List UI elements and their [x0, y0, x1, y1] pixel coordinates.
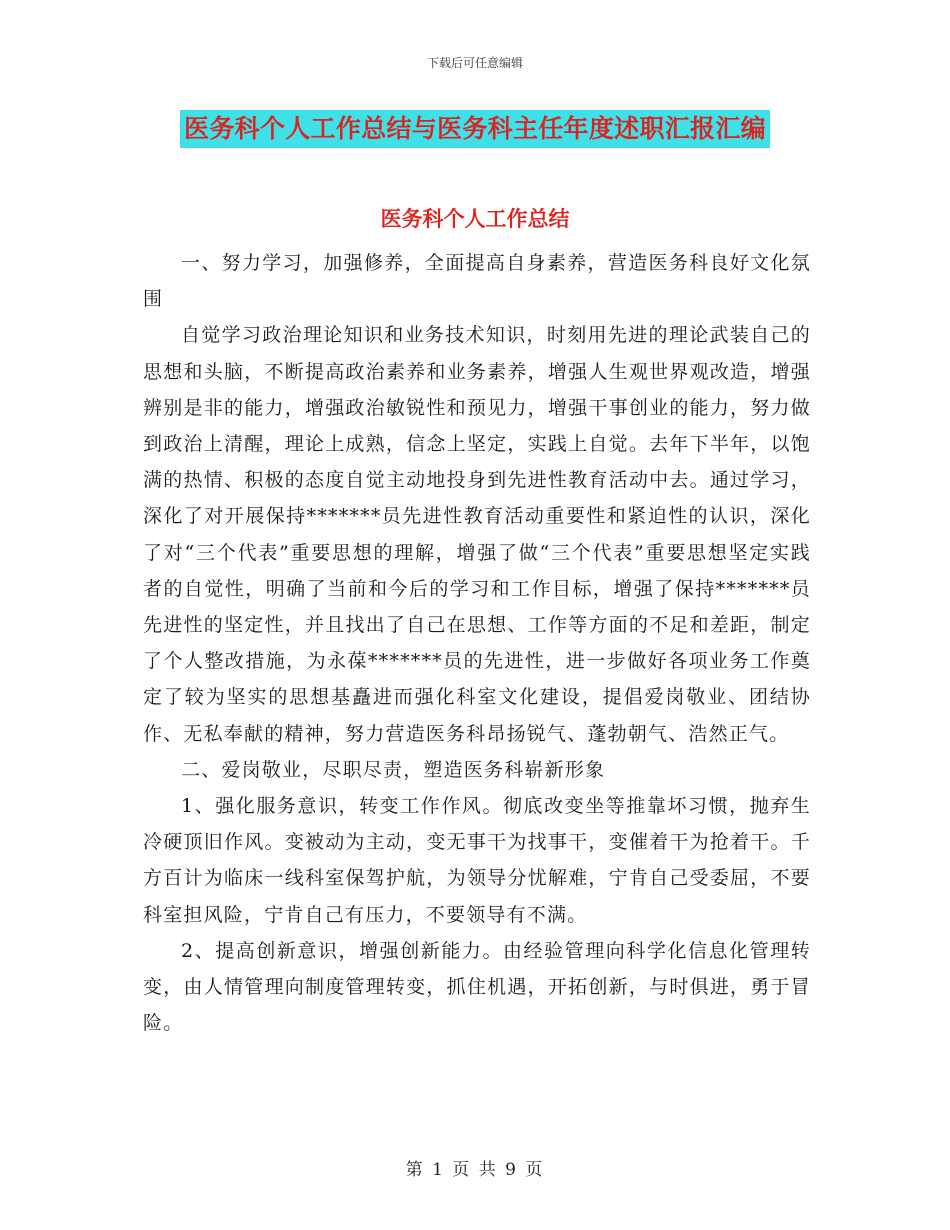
heading-paragraph-2: 二、爱岗敬业，尽职尽责，塑造医务科崭新形象 [181, 758, 606, 781]
document-body [143, 245, 811, 1041]
heading-paragraph-1: 一、努力学习，加强修养，全面提高自身素养，营造医务科良好文化氛围 [143, 252, 811, 311]
section-title: 医务科个人工作总结 [380, 206, 570, 231]
document-title-container [0, 110, 950, 148]
body-paragraph-3: 2、提高创新意识，增强创新能力。由经验管理向科学化信息化管理转变，由人情管理向制度管理转变，抓住机遇，开拓创新，与时俱进，勇于冒险。 [143, 939, 811, 1035]
document-title: 医务科个人工作总结与医务科主任年度述职汇报汇编 [180, 110, 770, 148]
header-note: 下载后可任意编辑 [426, 56, 523, 70]
page-number-footer: 第 1 页 共 9 页 [405, 1160, 545, 1180]
body-paragraph-1: 自觉学习政治理论知识和业务技术知识，时刻用先进的理论武装自己的思想和头脑，不断提高政治素养和业务素养，增强人生观世界观改造，增强辨别是非的能力，增强政治敏锐性和预见力，增强干事创业的能力，努力做到政治上清醒，理论上成熟，信念上坚定，实践上自觉。去年下半年，以饱满的热情、积极的态度自觉主动地投身到先进性教育活动中去。通过学习，深化了对开展保持*******员先进性教育活动重要性和紧迫性的认识，深化了对“三个代表”重要思想的理解，增强了做“三个代表”重要思想坚定实践者的自觉性，明确了当前和今后的学习和工作目标，增强了保持*******员先进性的坚定性，并且找出了自己在思想、工作等方面的不足和差距，制定了个人整改措施，为永葆*******员的先进性，进一步做好各项业务工作奠定了较为坚实的思想基矗进而强化科室文化建设，提倡爱岗敬业、团结协作、无私奉献的精神，努力营造医务科昂扬锐气、蓬勃朝气、浩然正气。 [143, 324, 811, 745]
body-paragraph-2: 1、强化服务意识，转变工作作风。彻底改变坐等推靠坏习惯，抛弃生冷硬顶旧作风。变被动为主动，变无事干为找事干，变催着干为抢着干。千方百计为临床一线科室保驾护航，为领导分忧解难，宁肯自己受委屈，不要科室担风险，宁肯自己有压力，不要领导有不满。 [143, 795, 811, 926]
